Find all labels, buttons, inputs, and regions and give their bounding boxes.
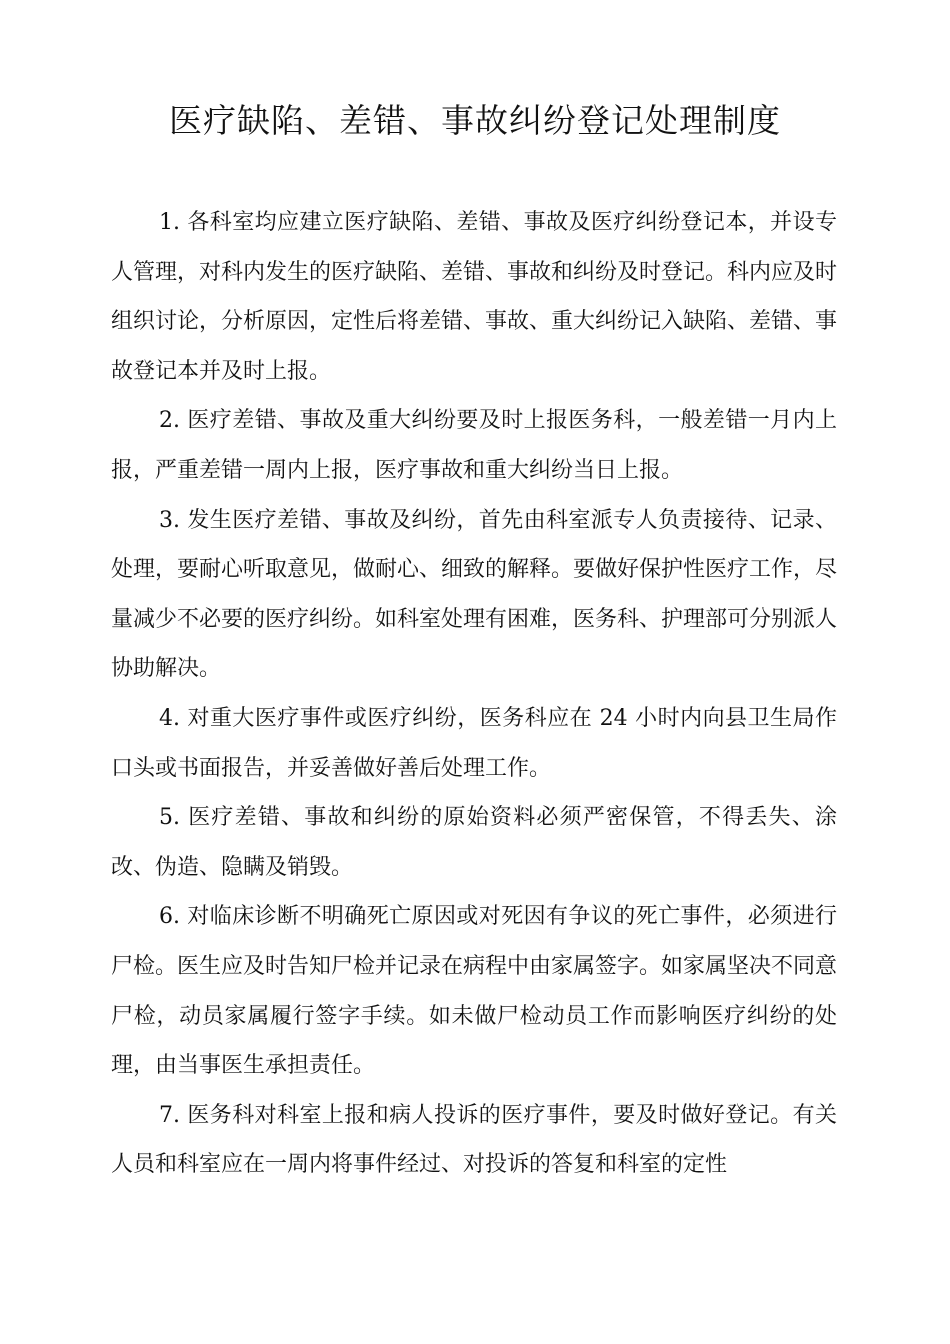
paragraph-7: 7. 医务科对科室上报和病人投诉的医疗事件，要及时做好登记。有关人员和科室应在一周内将事件经过、对投诉的答复和科室的定性 xyxy=(111,1102,837,1178)
paragraph-3: 3. 发生医疗差错、事故及纠纷，首先由科室派专人负责接待、记录、处理，要耐心听取意见，做耐心、细致的解释。要做好保护性医疗工作，尽量减少不必要的医疗纠纷。如科室处理有困难，医务科、护理部可分别派人协助解决。 xyxy=(111,507,838,682)
document-title: 医疗缺陷、差错、事故纠纷登记处理制度 xyxy=(169,101,781,140)
paragraph-4: 4. 对重大医疗事件或医疗纠纷，医务科应在 24 小时内向县卫生局作口头或书面报告，并妥善做好善后处理工作。 xyxy=(111,705,837,781)
paragraph-6: 6. 对临床诊断不明确死亡原因或对死因有争议的死亡事件，必须进行尸检。医生应及时告知尸检并记录在病程中由家属签字。如家属坚决不同意尸检，动员家属履行签字手续。如未做尸检动员工作而影响医疗纠纷的处理，由当事医生承担责任。 xyxy=(111,904,838,1079)
document-body xyxy=(111,198,837,1190)
paragraph-1: 1. 各科室均应建立医疗缺陷、差错、事故及医疗纠纷登记本，并设专人管理，对科内发生的医疗缺陷、差错、事故和纠纷及时登记。科内应及时组织讨论，分析原因，定性后将差错、事故、重大纠纷记入缺陷、差错、事故登记本并及时上报。 xyxy=(111,210,838,384)
paragraph-2: 2. 医疗差错、事故及重大纠纷要及时上报医务科，一般差错一月内上报，严重差错一周内上报，医疗事故和重大纠纷当日上报。 xyxy=(111,408,837,483)
paragraph-5: 5. 医疗差错、事故和纠纷的原始资料必须严密保管，不得丢失、涂改、伪造、隐瞒及销毁。 xyxy=(111,805,837,880)
